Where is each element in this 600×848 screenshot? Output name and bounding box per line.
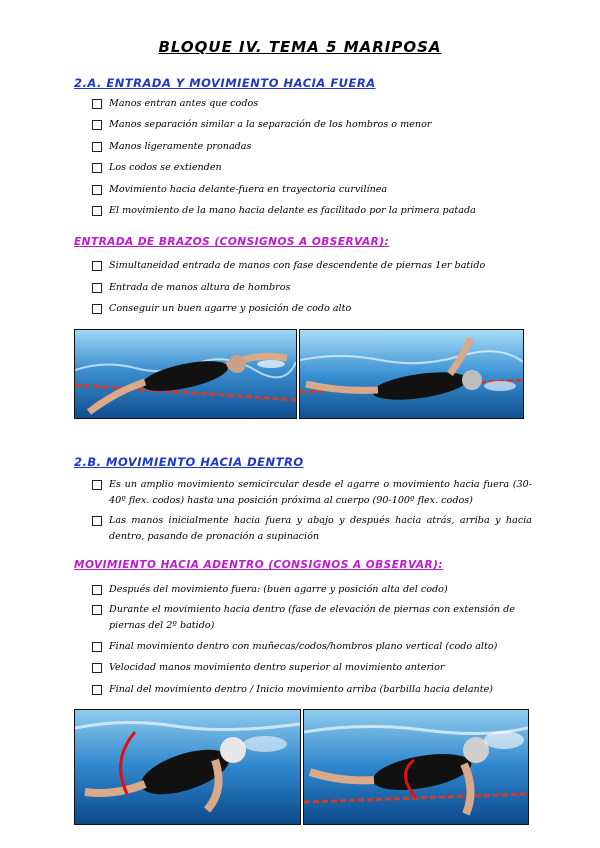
checklist-item[interactable]: Final movimiento dentro con muñecas/codos/hombros plano vertical (codo alto): [92, 639, 532, 655]
checkbox[interactable]: [92, 685, 102, 695]
checkbox[interactable]: [92, 304, 102, 314]
swimmer-photo-insweep-1: [74, 709, 301, 825]
checkbox[interactable]: [92, 663, 102, 673]
checkbox[interactable]: [92, 642, 102, 652]
checklist-item[interactable]: Las manos inicialmente hacia fuera y abajo y después hacia atrás, arriba y hacia dentro, pasando de pronación a supinación: [92, 513, 532, 545]
checkbox[interactable]: [92, 283, 102, 293]
checkbox[interactable]: [92, 261, 102, 271]
checklist-item[interactable]: Los codos se extienden: [92, 160, 532, 176]
checklist-item[interactable]: Movimiento hacia delante-fuera en trayectoria curvilínea: [92, 182, 532, 198]
checklist-item[interactable]: Final del movimiento dentro / Inicio movimiento arriba (barbilla hacia delante): [92, 682, 532, 698]
checkbox[interactable]: [92, 99, 102, 109]
swimmer-photo-entry-2: [299, 329, 524, 419]
checklist-item[interactable]: Manos entran antes que codos: [92, 96, 532, 112]
checklist-item[interactable]: Manos ligeramente pronadas: [92, 139, 532, 155]
checklist-item[interactable]: Durante el movimiento hacia dentro (fase de elevación de piernas con extensión de piernas del 2º batido): [92, 602, 532, 634]
entrada-brazos-heading: ENTRADA DE BRAZOS (CONSIGNOS A OBSERVAR):: [74, 236, 390, 248]
checkbox[interactable]: [92, 163, 102, 173]
section-b-heading: 2.B. MOVIMIENTO HACIA DENTRO: [74, 455, 304, 469]
checkbox[interactable]: [92, 142, 102, 152]
swimmer-photo-entry-1: [74, 329, 297, 419]
section-a-heading: 2.A. ENTRADA Y MOVIMIENTO HACIA FUERA: [74, 76, 376, 90]
checkbox[interactable]: [92, 605, 102, 615]
checklist-item[interactable]: Después del movimiento fuera: (buen agarre y posición alta del codo): [92, 582, 532, 598]
checklist-item[interactable]: Conseguir un buen agarre y posición de codo alto: [92, 301, 532, 317]
checklist-item[interactable]: Entrada de manos altura de hombros: [92, 280, 532, 296]
checkbox[interactable]: [92, 185, 102, 195]
checklist-item[interactable]: Simultaneidad entrada de manos con fase descendente de piernas 1er batido: [92, 258, 532, 274]
swimmer-photo-insweep-2: [303, 709, 529, 825]
checkbox[interactable]: [92, 120, 102, 130]
checkbox[interactable]: [92, 516, 102, 526]
checklist-item[interactable]: Es un amplio movimiento semicircular desde el agarre o movimiento hacia fuera (30-40º flex. codos) hasta una posición próxima al cuerpo (90-100º flex. codos): [92, 477, 532, 509]
checkbox[interactable]: [92, 480, 102, 490]
checklist-item[interactable]: El movimiento de la mano hacia delante es facilitado por la primera patada: [92, 203, 532, 219]
checklist-item[interactable]: Velocidad manos movimiento dentro superior al movimiento anterior: [92, 660, 532, 676]
checklist-item[interactable]: Manos separación similar a la separación de los hombros o menor: [92, 117, 532, 133]
checkbox[interactable]: [92, 585, 102, 595]
page-title: BLOQUE IV. TEMA 5 MARIPOSA: [158, 38, 442, 56]
checkbox[interactable]: [92, 206, 102, 216]
movimiento-adentro-heading: MOVIMIENTO HACIA ADENTRO (CONSIGNOS A OBSERVAR):: [74, 559, 444, 571]
